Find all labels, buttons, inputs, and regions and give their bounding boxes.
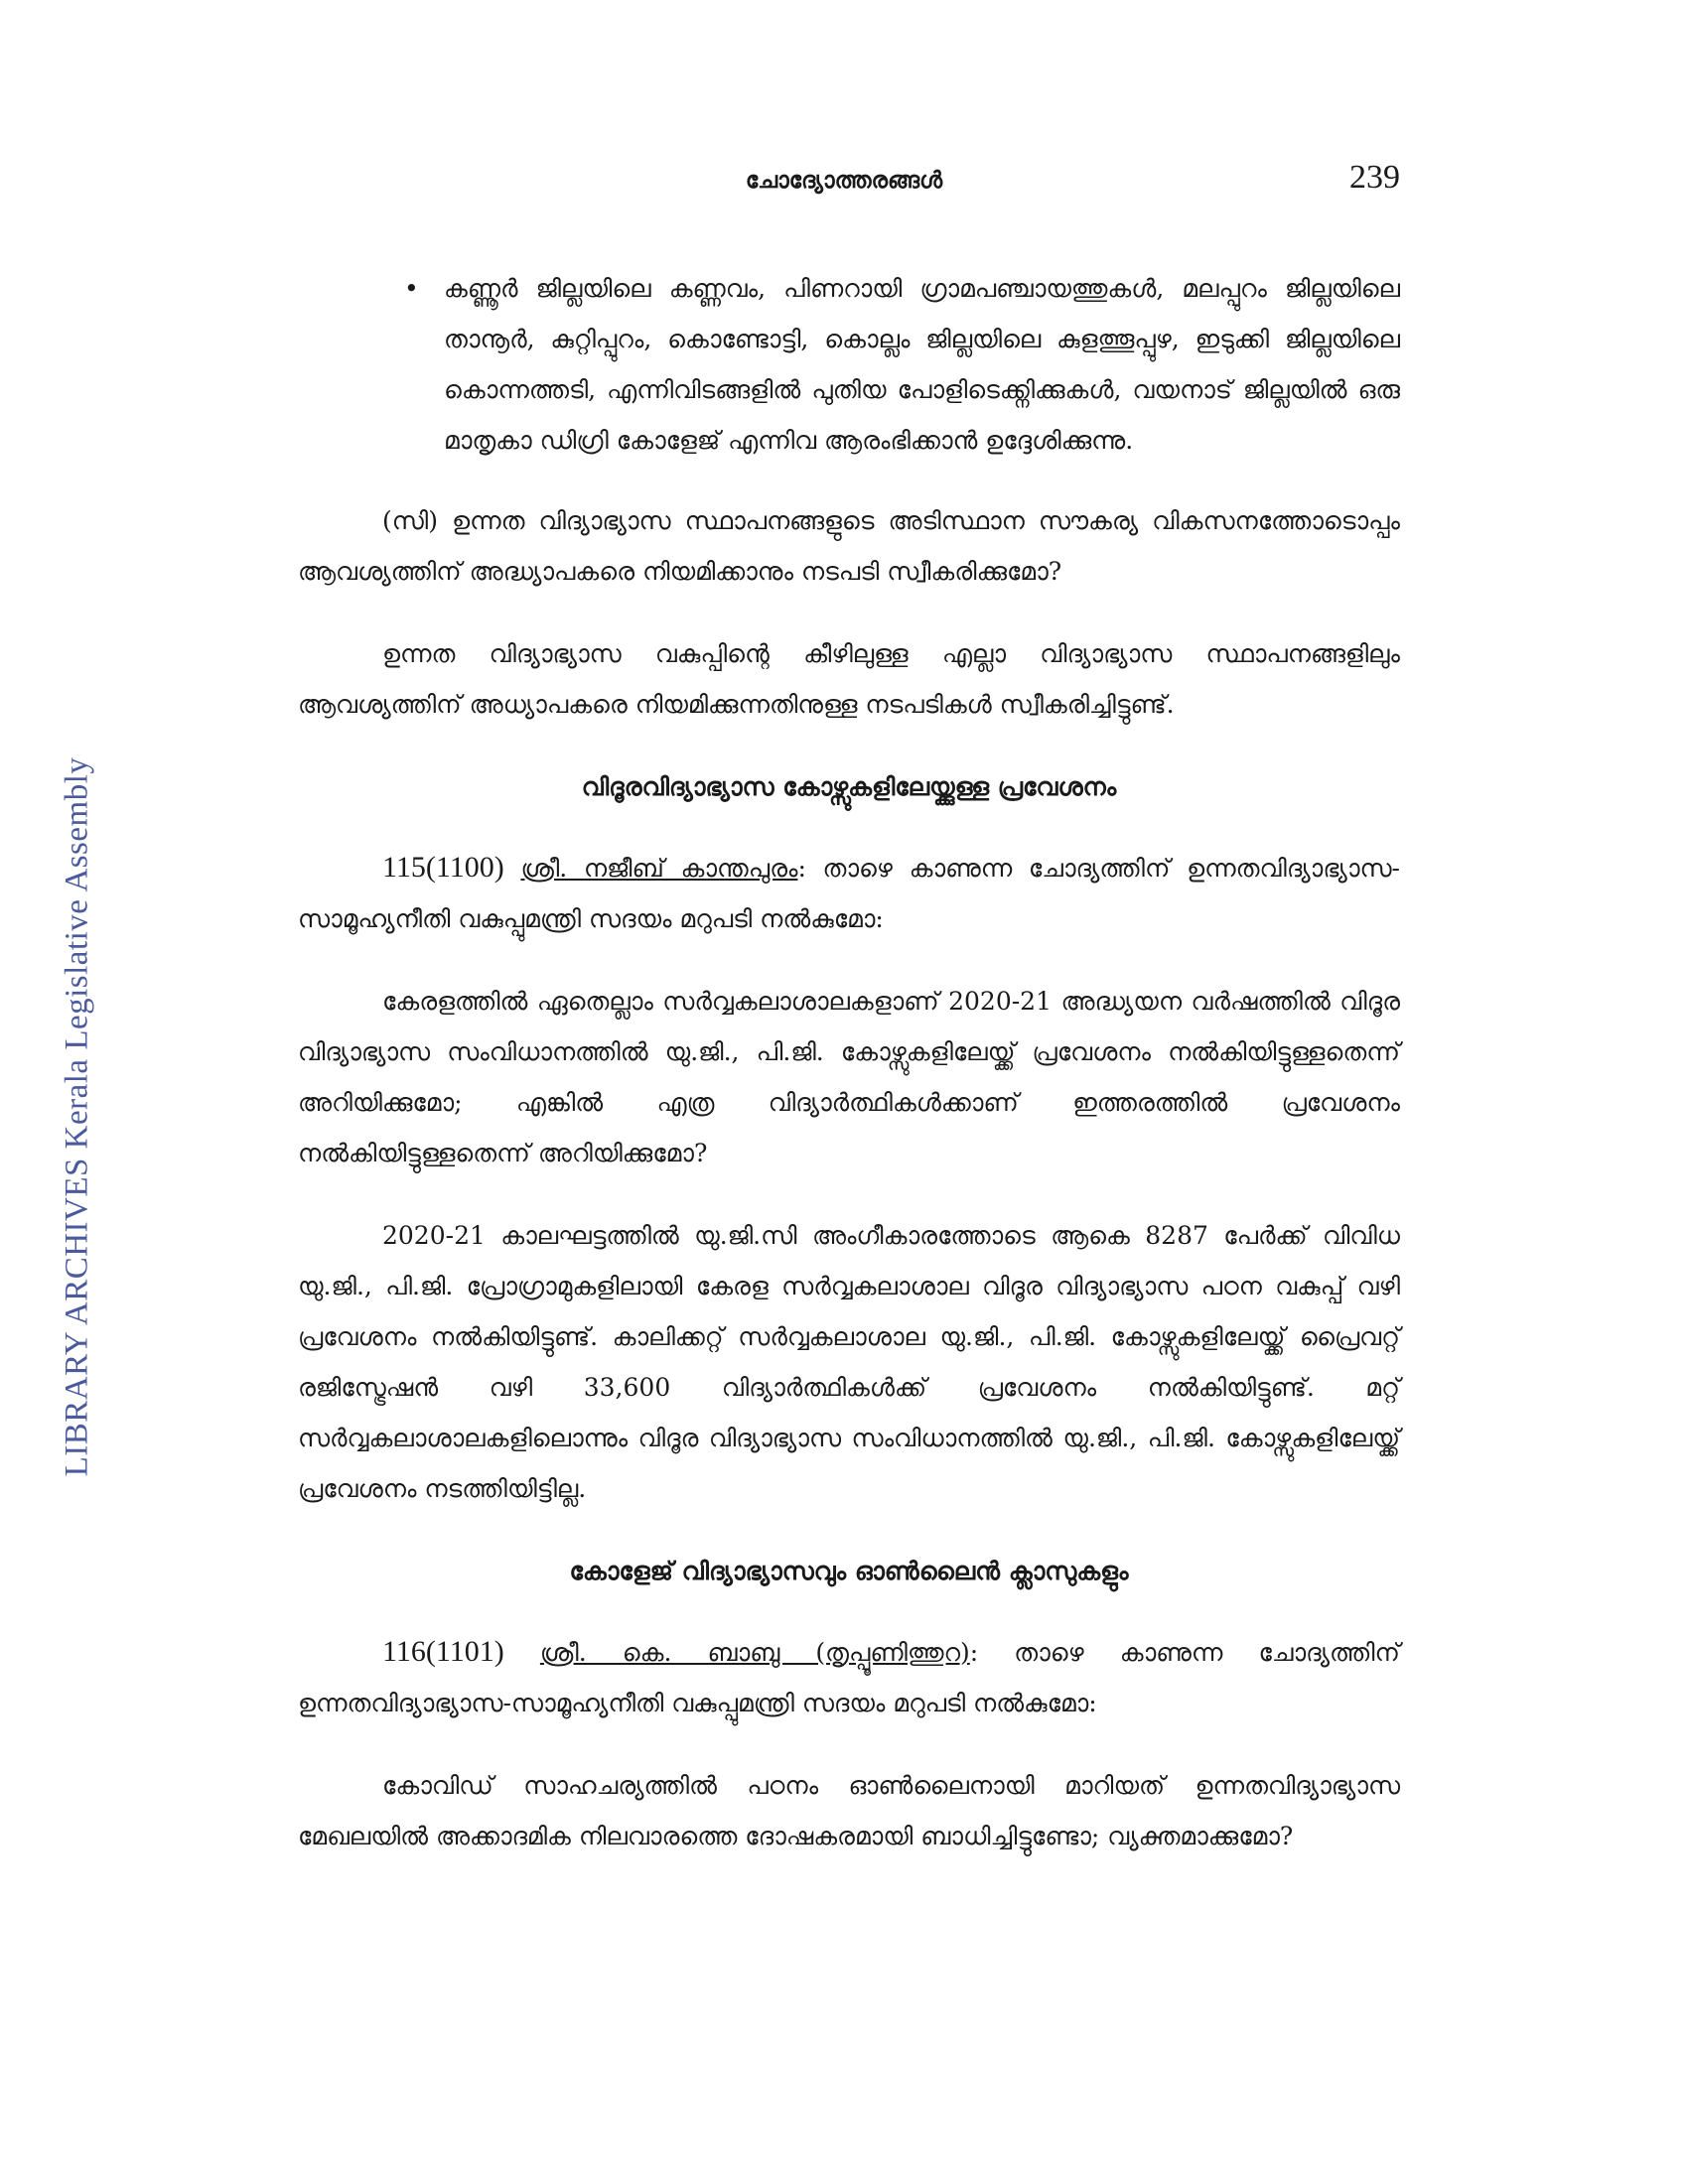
question-116: കോവിഡ് സാഹചര്യത്തിൽ പഠനം ഓൺലൈനായി മാറിയത് ഉന്നതവിദ്യാഭ്യാസ മേഖലയിൽ അക്കാദമിക നിലവാരത്തെ ദോഷകരമായി ബാധിച്ചിട്ടുണ്ടോ; വ്യക്തമാക്കുമോ? — [298, 1771, 1400, 1850]
bullet-item — [382, 263, 1400, 466]
question-number: 115(1100) — [382, 851, 504, 884]
section-heading-115: വിദൂരവിദ്യാഭ്യാസ കോഴ്സുകളിലേയ്ക്കുള്ള പ്രവേശനം — [581, 772, 1117, 801]
question-intro-text: : താഴെ കാണുന്ന ചോദ്യത്തിന് ഉന്നതവിദ്യാഭ്യാസ-സാമൂഹ്യനീതി വകുപ്പുമന്ത്രി സദയം മറുപടി നൽകുമോ: — [298, 1638, 1400, 1717]
question-number: 116(1101) — [382, 1635, 504, 1668]
question-116-intro — [298, 1626, 1400, 1728]
question-115: കേരളത്തിൽ ഏതെല്ലാം സർവ്വകലാശാലകളാണ് 2020-21 അദ്ധ്യയന വർഷത്തിൽ വിദൂര വിദ്യാഭ്യാസ സംവിധാനത്തിൽ യു.ജി., പി.ജി. കോഴ്സുകളിലേയ്ക്ക് പ്രവേശനം നൽകിയിട്ടുള്ളതെന്ന് അറിയിക്കുമോ; എങ്കിൽ എത്ര വിദ്യാർത്ഥികൾക്കാണ് ഇത്തരത്തിൽ പ്രവേശനം നൽകിയിട്ടുള്ളതെന്ന് അറിയിക്കുമോ? — [298, 987, 1400, 1167]
bullet-text: കണ്ണൂർ ജില്ലയിലെ കണ്ണവം, പിണറായി ഗ്രാമപഞ്ചായത്തുകൾ, മലപ്പുറം ജില്ലയിലെ താനൂർ, കുറ്റിപ്പുറം, കൊണ്ടോട്ടി, കൊല്ലം ജില്ലയിലെ കുളത്തൂപ്പുഴ, ഇടുക്കി ജില്ലയിലെ കൊന്നത്തടി, എന്നിവിടങ്ങളിൽ പുതിയ പോളിടെക്ക്നിക്കുകൾ, വയനാട് ജില്ലയിൽ ഒരു മാതൃകാ ഡിഗ്രി കോളേജ് എന്നിവ ആരംഭിക്കാൻ ഉദ്ദേശിക്കുന്നു. — [444, 274, 1400, 455]
question-114c: (സി) ഉന്നത വിദ്യാഭ്യാസ സ്ഥാപനങ്ങളുടെ അടിസ്ഥാന സൗകര്യ വികസനത്തോടൊപ്പം ആവശ്യത്തിന് അദ്ധ്യാപകരെ നിയമിക്കാനും നടപടി സ്വീകരിക്കുമോ? — [298, 506, 1400, 586]
question-115-intro — [298, 842, 1400, 944]
running-title: ചോദ്യോത്തരങ്ങൾ — [745, 167, 943, 194]
answer-115: 2020-21 കാലഘട്ടത്തിൽ യു.ജി.സി അംഗീകാരത്തോടെ ആകെ 8287 പേർക്ക് വിവിധ യു.ജി., പി.ജി. പ്രോഗ്രാമുകളിലായി കേരള സർവ്വകലാശാല വിദൂര വിദ്യാഭ്യാസ പഠന വകുപ്പ് വഴി പ്രവേശനം നൽകിയിട്ടുണ്ട്. കാലിക്കറ്റ് സർവ്വകലാശാല യു.ജി., പി.ജി. കോഴ്സുകളിലേയ്ക്ക് പ്രൈവറ്റ് രജിസ്ട്രേഷൻ വഴി 33,600 വിദ്യാർത്ഥികൾക്ക് പ്രവേശനം നൽകിയിട്ടുണ്ട്. മറ്റ് സർവ്വകലാശാലകളിലൊന്നും വിദൂര വിദ്യാഭ്യാസ സംവിധാനത്തിൽ യു.ജി., പി.ജി. കോഴ്സുകളിലേയ്ക്ക് പ്രവേശനം നടത്തിയിട്ടില്ല. — [298, 1221, 1400, 1503]
question-intro-text: : താഴെ കാണുന്ന ചോദ്യത്തിന് ഉന്നതവിദ്യാഭ്യാസ-സാമൂഹ്യനീതി വകുപ്പുമന്ത്രി സദയം മറുപടി നൽകുമോ: — [298, 854, 1400, 933]
member-name: ശ്രീ. നജീബ് കാന്തപുരം — [520, 854, 798, 883]
page-body — [298, 263, 1400, 1893]
member-name: ശ്രീ. കെ. ബാബു (തൃപ്പൂണിത്തുറ) — [539, 1638, 970, 1667]
answer-114c: ഉന്നത വിദ്യാഭ്യാസ വകുപ്പിന്റെ കീഴിലുള്ള എല്ലാ വിദ്യാഭ്യാസ സ്ഥാപനങ്ങളിലും ആവശ്യത്തിന് അധ്യാപകരെ നിയമിക്കുന്നതിനുള്ള നടപടികൾ സ്വീകരിച്ചിട്ടുണ്ട്. — [298, 639, 1400, 719]
section-heading-116: കോളേജ് വിദ്യാഭ്യാസവും ഓൺലൈൻ ക്ലാസുകളും — [569, 1557, 1129, 1585]
archive-watermark: LIBRARY ARCHIVES Kerala Legislative Assembly — [59, 756, 95, 1477]
bullet-marker: • — [404, 274, 419, 303]
page-number: 239 — [1349, 159, 1400, 196]
